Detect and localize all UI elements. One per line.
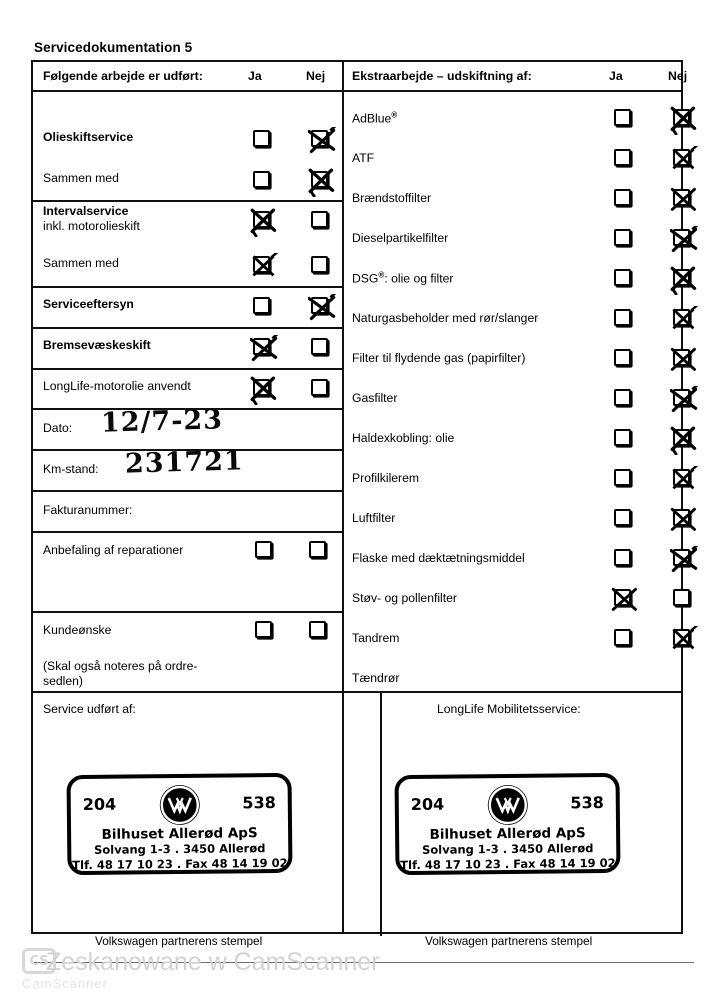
row-label: Sammen med [43, 256, 119, 270]
checkbox-nej[interactable] [673, 149, 690, 166]
vw-logo-icon [487, 785, 527, 825]
table-row [342, 458, 685, 498]
stamp-address: Solvang 1-3 . 3450 Allerød [94, 841, 266, 857]
stamp-number-left: 204 [410, 794, 445, 815]
checkbox-nej[interactable] [311, 338, 328, 355]
checkbox-nej[interactable] [673, 509, 690, 526]
row-label: Tændrør [352, 671, 400, 685]
checkbox-nej[interactable] [673, 229, 690, 246]
table-row [342, 378, 685, 418]
checkbox-nej[interactable] [673, 269, 690, 286]
table-row [342, 138, 685, 178]
service-documentation-table [31, 60, 688, 948]
stamp-number-left: 204 [82, 794, 117, 815]
checkbox-ja[interactable] [253, 171, 270, 188]
row-label: Haldexkobling: olie [352, 431, 455, 445]
checkbox-nej[interactable] [673, 549, 690, 566]
table-row [342, 538, 685, 578]
right-header-ja: Ja [609, 69, 623, 83]
checkbox-ja[interactable] [255, 621, 272, 638]
order-note-text: (Skal også noteres på ordre- sedlen) [43, 659, 198, 688]
right-header-nej: Nej [668, 69, 688, 83]
longlife-mobility-label: LongLife Mobilitetsservice: [437, 702, 581, 716]
checkbox-nej[interactable] [673, 429, 690, 446]
row-label: Gasfilter [352, 391, 398, 405]
checkbox-nej[interactable] [311, 256, 328, 273]
checkbox-nej[interactable] [673, 309, 690, 326]
camscanner-watermark: Zeskanowane w CamScanner [46, 948, 380, 976]
checkbox-ja[interactable] [614, 509, 631, 526]
stamp-contact: Tlf. 48 17 10 23 . Fax 48 14 19 02 [72, 855, 288, 873]
left-header-nej: Nej [306, 69, 326, 83]
checkbox-ja[interactable] [253, 130, 270, 147]
bottom-column-divider [380, 691, 382, 936]
checkbox-ja[interactable] [614, 629, 631, 646]
row-label: Bremsevæskeskift [43, 338, 151, 352]
checkbox-nej[interactable] [311, 211, 328, 228]
checkbox-ja[interactable] [614, 149, 631, 166]
checkbox-nej[interactable] [673, 389, 690, 406]
checkbox-nej[interactable] [673, 629, 690, 646]
checkbox-nej[interactable] [311, 297, 328, 314]
row-label: Anbefaling af reparationer [43, 543, 184, 557]
checkbox-nej[interactable] [309, 621, 326, 638]
table-row [342, 618, 685, 658]
table-row [33, 285, 342, 326]
table-row [342, 338, 685, 378]
checkbox-nej[interactable] [673, 109, 690, 126]
row-label: Filter til flydende gas (papirfilter) [352, 351, 526, 365]
checkbox-nej[interactable] [311, 379, 328, 396]
row-label: Olieskiftservice [43, 130, 134, 144]
checkbox-ja[interactable] [614, 469, 631, 486]
vw-logo-icon [159, 785, 199, 825]
checkbox-ja[interactable] [253, 297, 270, 314]
checkbox-nej[interactable] [673, 189, 690, 206]
dealer-stamp-right [395, 774, 620, 874]
row-label: Luftfilter [352, 511, 396, 525]
stamp-number-right: 538 [242, 792, 276, 813]
row-label: Sammen med [43, 171, 119, 185]
left-column-header: Følgende arbejde er udført: [43, 69, 203, 83]
checkbox-ja[interactable] [253, 256, 270, 273]
row-label: ATF [352, 151, 375, 165]
checkbox-nej[interactable] [309, 541, 326, 558]
checkbox-ja[interactable] [614, 109, 631, 126]
left-header-ja: Ja [248, 69, 262, 83]
field-row [33, 404, 342, 449]
checkbox-nej[interactable] [311, 171, 328, 188]
stamp-company: Bilhuset Allerød ApS [101, 825, 258, 843]
row-label: AdBlue® [352, 110, 398, 126]
checkbox-ja[interactable] [614, 429, 631, 446]
stamp-number-right: 538 [570, 792, 604, 813]
table-row [33, 367, 342, 408]
table-row [33, 531, 342, 611]
stamp-contact: Tlf. 48 17 10 23 . Fax 48 14 19 02 [400, 855, 616, 873]
checkbox-ja[interactable] [253, 211, 270, 228]
stamp-address: Solvang 1-3 . 3450 Allerød [422, 841, 594, 857]
checkbox-ja[interactable] [614, 309, 631, 326]
checkbox-ja[interactable] [614, 549, 631, 566]
stamp-caption-left: Volkswagen partnerens stempel [95, 934, 263, 948]
table-row [33, 244, 342, 285]
field-label: Dato: [43, 421, 73, 435]
checkbox-ja[interactable] [614, 389, 631, 406]
row-label: Dieselpartikelfilter [352, 231, 449, 245]
checkbox-ja[interactable] [614, 189, 631, 206]
field-label: Fakturanummer: [43, 503, 133, 517]
handwritten-value[interactable]: 12/7-23 [100, 404, 224, 439]
checkbox-ja[interactable] [253, 338, 270, 355]
dealer-stamp-left [67, 774, 292, 874]
checkbox-ja[interactable] [614, 349, 631, 366]
checkbox-ja[interactable] [614, 589, 631, 606]
row-label: DSG®: olie og filter [352, 270, 454, 286]
row-label: Brændstoffilter [352, 191, 432, 205]
table-row [342, 258, 685, 298]
checkbox-ja[interactable] [614, 229, 631, 246]
header-divider [33, 90, 681, 92]
stamp-caption-right: Volkswagen partnerens stempel [425, 934, 593, 948]
table-row [33, 326, 342, 367]
field-label: Km-stand: [43, 462, 99, 476]
service-performed-by-label: Service udført af: [43, 702, 136, 716]
row-label: Støv- og pollenfilter [352, 591, 457, 605]
row-label: Intervalservice inkl. motorolieskift [43, 204, 140, 233]
field-row [33, 445, 342, 490]
table-row [342, 658, 685, 698]
row-label: LongLife-motorolie anvendt [43, 379, 191, 393]
row-label: Tandrem [352, 631, 400, 645]
stamp-company: Bilhuset Allerød ApS [429, 825, 586, 843]
row-label: Naturgasbeholder med rør/slanger [352, 311, 539, 325]
page-title: Servicedokumentation 5 [34, 40, 193, 55]
checkbox-ja[interactable] [614, 269, 631, 286]
table-row [342, 218, 685, 258]
table-row [342, 498, 685, 538]
right-column-header: Ekstraarbejde – udskiftning af: [352, 69, 532, 83]
table-row [342, 298, 685, 338]
table-row [342, 418, 685, 458]
table-row [342, 178, 685, 218]
field-row [33, 490, 342, 531]
row-label: Serviceeftersyn [43, 297, 134, 311]
handwritten-value[interactable]: 231721 [124, 445, 245, 480]
camscanner-watermark-sub: CamScanner [22, 976, 108, 991]
camscanner-logo-icon: CS [22, 948, 56, 974]
table-row [33, 199, 342, 240]
checkbox-ja[interactable] [255, 541, 272, 558]
checkbox-nej[interactable] [311, 130, 328, 147]
checkbox-nej[interactable] [673, 349, 690, 366]
table-row [342, 98, 685, 138]
row-label: Kundeønske [43, 623, 112, 637]
table-row [33, 118, 342, 159]
order-note [33, 659, 342, 699]
table-row [342, 578, 685, 618]
checkbox-ja[interactable] [253, 379, 270, 396]
checkbox-nej[interactable] [673, 469, 690, 486]
row-label: Flaske med dæktætningsmiddel [352, 551, 525, 565]
checkbox-nej[interactable] [673, 589, 690, 606]
table-row [33, 159, 342, 200]
row-label: Profilkilerem [352, 471, 420, 485]
